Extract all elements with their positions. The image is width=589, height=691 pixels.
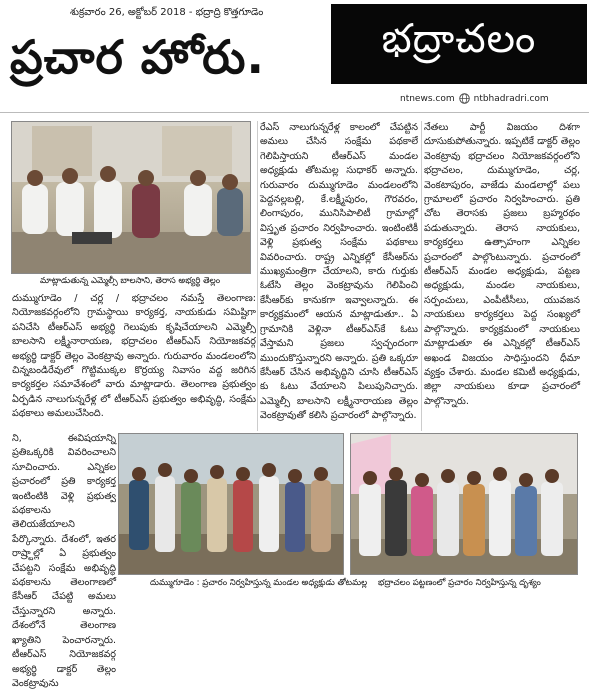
photo-meeting-illustration [12, 122, 250, 273]
article-column-3: నేతలు పార్టీ విజయం దిశగా దూసుకుపోతున్నారు. ఇప్పటికే డాక్టర్ తెల్లం వెంకట్రావు భద్రాచలం నియోజకవర్గంలోని భద్రాచలం, దుమ్ముగూడెం, చర్ల, వెంకటాపురం, వాజేడు మండలాల్లో పలు గ్రామాలలో ప్రచారం నిర్వహించారు. ప్రతి చోట తెరాసకు ప్రజలు బ్రహ్మరథం పడుతున్నారు. తెరాస నాయకులు, కార్యకర్తలు ఉత్సాహంగా ఎన్నికల ప్రచారంలో పాల్గొంటున్నారు. ప్రచారంలో టీఆర్‌ఎస్ మండల అధ్యక్షుడు, పట్టణ అధ్యక్షుడు, మండల నాయకులు, సర్పంచులు, ఎంపీటీసీలు, యువజన నాయకులు కార్యకర్తలు పెద్ద సంఖ్యలో పాల్గొన్నారు. కార్యక్రమంలో నాయకులు మాట్లాడుతూ ఈ ఎన్నికల్లో టీఆర్‌ఎస్ అఖండ విజయం సాధిస్తుందని ధీమా వ్యక్తం చేశారు. మండల కమిటీ అధ్యక్షుడు, జిల్లా నాయకులు కూడా ప్రచారంలో పాల్గొన్నారు. [424, 122, 580, 407]
photo-caption-bottom-right: భద్రాచలం పట్టణంలో ప్రచారం నిర్వహిస్తున్న దృశ్యం [378, 578, 541, 588]
website-ntbhadradri[interactable]: ntbhadradri.com [473, 93, 549, 104]
photo-campaign-village [118, 433, 344, 575]
column-divider [257, 121, 258, 431]
photo-campaign-village-illustration [119, 434, 343, 574]
article-column-1: దుమ్ముగూడెం / చర్ల / భద్రాచలం నమస్తే తెలంగాణ: నియోజకవర్గంలోని గ్రామస్థాయి కార్యకర్త, నాయకుడు సమిష్టిగా పనిచేసి టీఆర్‌ఎస్ అభ్యర్థి గెలుపుకు కృషిచేయాలని ఎమ్మెల్సీ బాలసాని లక్ష్మీనారాయణ, భద్రాచలం టీఆర్‌ఎస్ నియోజకవర్గ అభ్యర్థి డాక్టర్ తెల్లం వెంకట్రావు అన్నారు. గురువారం మండలంలోని చిన్నబండిరేవులో గొట్టిముక్కల కొర్రయ్య నివాసం వద్ద జరిగిన కార్యకర్తల సమావేశంలో వారు మాట్లాడారు. తెలంగాణ ప్రభుత్వం ఏర్పడిన నాలుగున్నరేళ్ల లో టీఆర్‌ఎస్ ప్రభుత్వం అభివృద్ధి, సంక్షేమ పథకాలు అమలుచేసింది. [12, 293, 256, 420]
photo-campaign-town [350, 433, 578, 575]
website-ntnews[interactable]: ntnews.com [400, 93, 455, 104]
article-column-2: రేఎస్ నాలుగున్నరేళ్ల కాలంలో చేపట్టిన అమలు చేసిన సంక్షేమ పథకాలే గెలిపిస్తాయని టీఆర్‌ఎస్ మండల అధ్యక్షుడు తోటమల్ల సుధాకర్ అన్నారు. గురువారం దుమ్ముగూడెం మండలంలోని పెద్దనల్లబల్లి, కే.లక్ష్మీపురం, గౌరవరం, లింగాపురం, మునిసిపాలిటీ గ్రామాల్లో విస్తృత ప్రచారం నిర్వహించారు. ఇంటింటికీ వెళ్లి ప్రభుత్వ సంక్షేమ పథకాలు వివరించారు. రాష్ట్ర ఎన్నికల్లో కేసీఆర్‌ను ముఖ్యమంత్రిగా చేయాలని, కారు గుర్తుకు ఓటేసి తెల్లం వెంకట్రావును గెలిపించి కేసీఆర్‌కు కానుకగా ఇవ్వాలన్నారు. ఈ కార్యక్రమంలో ఆయన మాట్లాడుతూ.. ఏ గ్రామానికి వెళ్లినా టీఆర్‌ఎస్‌కే ఓటు వేస్తామని ప్రజలు స్వచ్ఛందంగా ముందుకొస్తున్నారని అన్నారు. ప్రతి ఒక్కరూ కేసీఆర్ చేసిన అభివృద్ధిని చూసి టీఆర్‌ఎస్ కు ఓటు వేయాలని పిలుపునిచ్చారు. ఎమ్మెల్సీ బాలసాని లక్ష్మీనారాయణ తెల్లం వెంకట్రావుతో కలిసి ప్రచారంలో పాల్గొన్నారు. [260, 122, 418, 422]
masthead-banner [331, 4, 587, 84]
photo-campaign-town-illustration [351, 434, 577, 574]
dateline: శుక్రవారం 26, అక్టోబర్ 2018 - భద్రాద్రి కొత్తగూడెం [70, 7, 264, 18]
header-divider [0, 112, 589, 113]
website-row [400, 93, 549, 104]
column-divider [421, 121, 422, 431]
article-column-1-continued: ని, ఈవిషయాన్ని ప్రతిఒక్కరికి వివరించాలని సూచించారు. ఎన్నికల ప్రచారంలో ప్రతి కార్యకర్త ఇంటింటికి వెళ్లి ప్రభుత్వ పథకాలను తెలియజేయాలని పేర్కొన్నారు. దేశంలో, ఇతర రాష్ర్టాల్లో ఏ ప్రభుత్వం చేపట్టని సంక్షేమ అభివృద్ధి పథకాలను తెలంగాణలో కేసీఆర్ చేపట్టి అమలు చేస్తున్నారని అన్నారు. దేశంలోనే తెలంగాణ ఖ్యాతిని పెంచారన్నారు. టీఆర్‌ఎస్ నియోజకవర్గ అభ్యర్థి డాక్టర్ తెల్లం వెంకట్రావును [12, 433, 116, 689]
photo-meeting [11, 121, 251, 274]
photo-caption-bottom-left: దుమ్ముగూడెం : ప్రచారం నిర్వహిస్తున్న మండల అధ్యక్షుడు తోటమల్ల [150, 578, 368, 588]
masthead-title: భద్రాచలం [381, 16, 537, 62]
globe-icon [459, 93, 470, 104]
photo-caption-top: మాట్లాడుతున్న ఎమ్మెల్సీ బాలసాని, తెరాస అభ్యర్థి తెల్లం [40, 276, 221, 286]
headline: ప్రచార హోరు. [10, 30, 265, 84]
